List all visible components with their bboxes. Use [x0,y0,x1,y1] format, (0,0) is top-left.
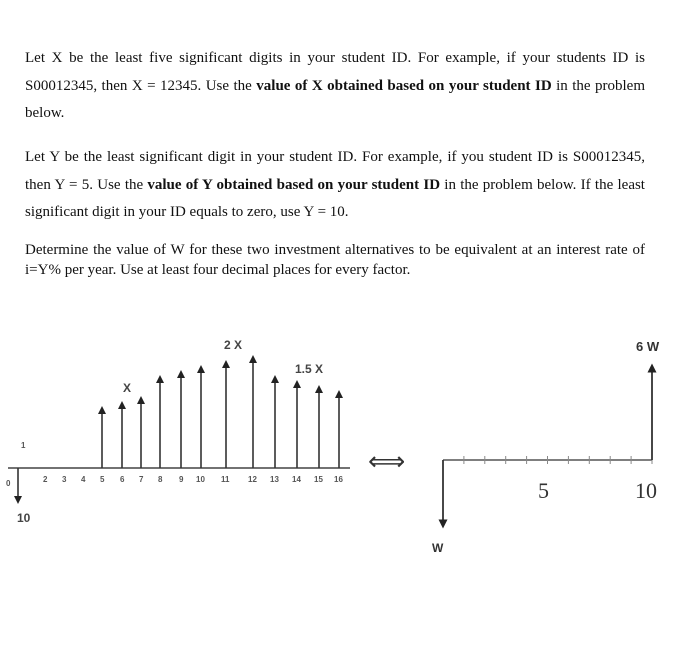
tick-label-6: 6 [120,475,125,484]
instruction-x: Let X be the least five significant digits in your student ID. For example, if your students ID is S00012345, then X = 12345. Use the value of X obtained based on your student ID in the problem below. [25,50,646,121]
tick-label-8: 8 [158,475,163,484]
tick-label-16: 16 [334,475,343,484]
tick-label-1: 1 [21,441,26,450]
tick-label-15: 15 [314,475,323,484]
tick-label-10: 10 [196,475,205,484]
equivalence-icon: ⟺ [368,447,406,477]
label-w: W [432,541,444,555]
left-cash-flow-diagram [6,338,350,525]
tick-label-4: 4 [81,475,86,484]
label-10-right: 10 [635,478,657,503]
tick-label-7: 7 [139,475,144,484]
label-6w: 6 W [636,339,660,354]
tick-label-0: 0 [6,479,11,488]
label-2x: 2 X [224,338,243,352]
tick-label-12: 12 [248,475,257,484]
label-10: 10 [17,511,31,525]
right-cash-flow-diagram [432,339,660,555]
tick-label-11: 11 [221,475,230,484]
tick-label-13: 13 [270,475,279,484]
cash-flow-diagrams [0,295,700,585]
tick-label-2: 2 [43,475,48,484]
label-1-5x: 1.5 X [295,362,324,376]
problem-statement: Determine the value of W for these two investment alternatives to be equivalent at an interest rate of i=Y% per year. Use at least four decimal places for every factor. [25,242,645,278]
label-x: X [123,381,132,395]
label-5: 5 [538,478,549,503]
left-tick-labels [6,441,343,488]
tick-label-5: 5 [100,475,105,484]
tick-label-14: 14 [292,475,301,484]
tick-label-3: 3 [62,475,67,484]
instruction-y: Let Y be the least significant digit in your student ID. For example, if you student ID is S00012345, then Y = 5. Use the value of Y obtained based on your student ID in the problem below. If the least significant digit in your ID equals to zero, use Y = 10. [25,149,645,220]
tick-label-9: 9 [179,475,184,484]
